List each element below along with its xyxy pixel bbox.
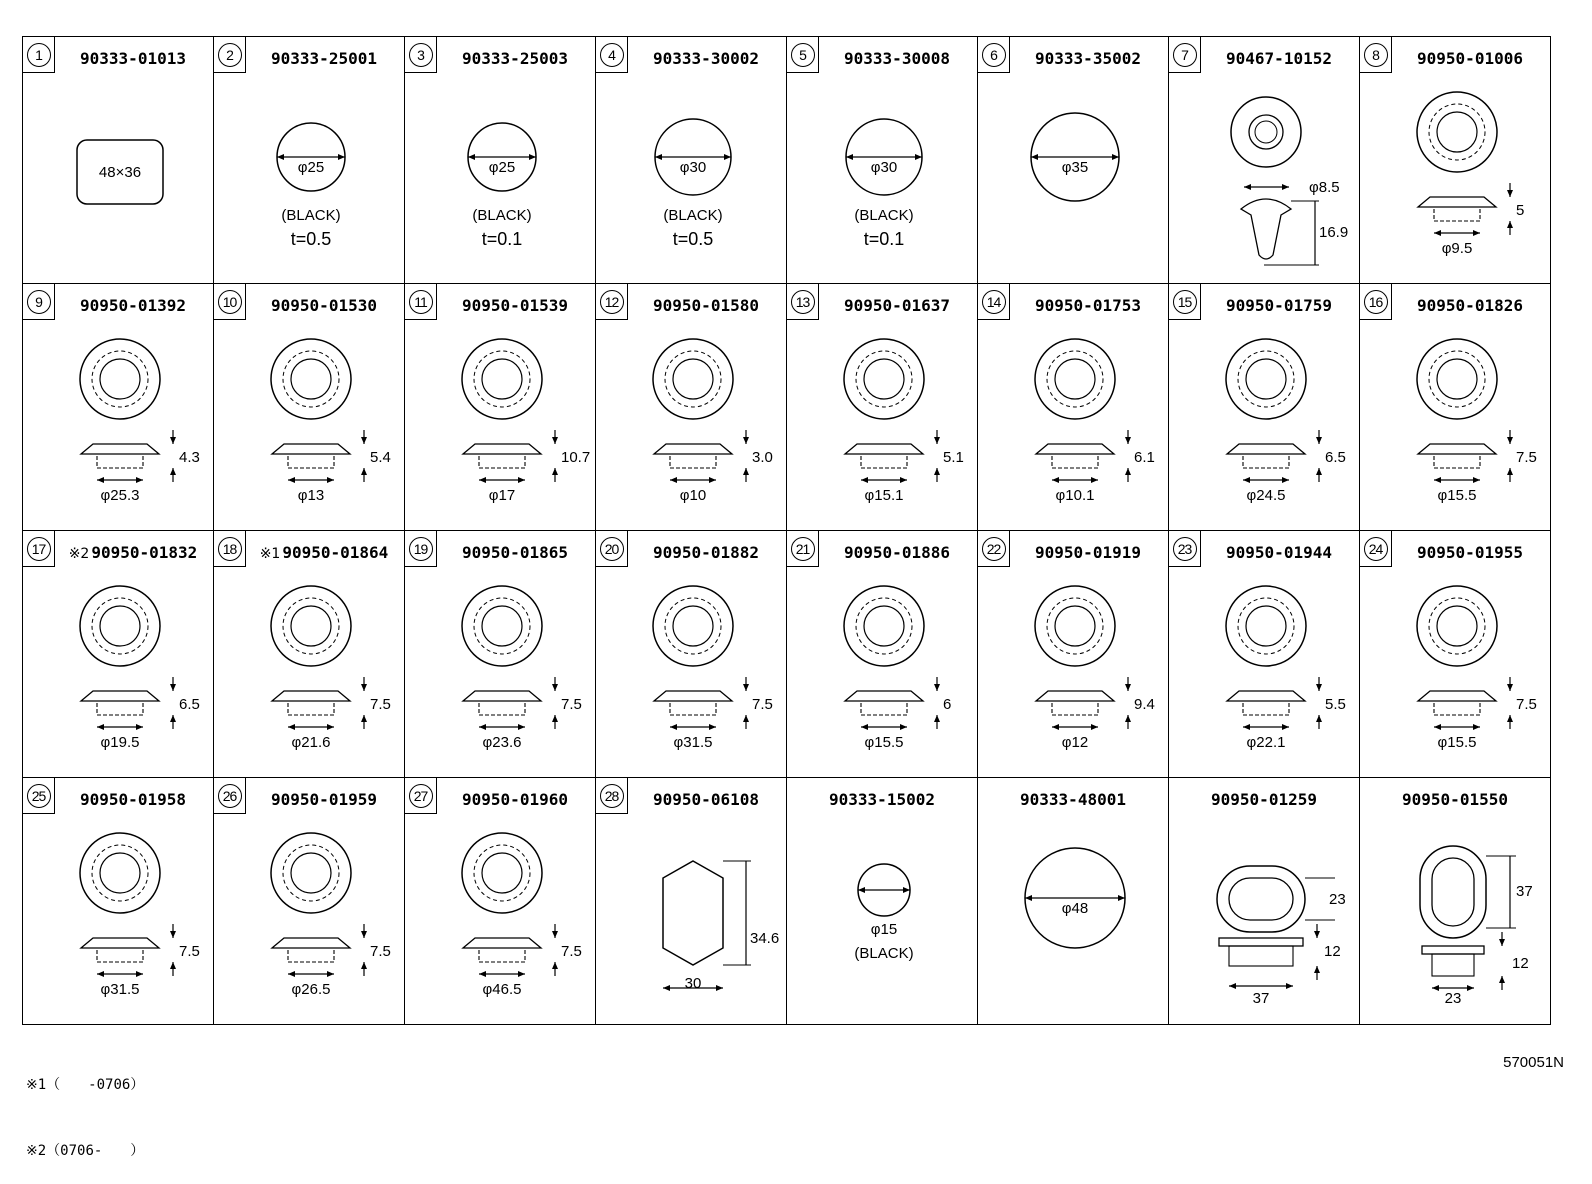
height-label: 7.5 [1516,696,1537,713]
part-number-text: 90950-01580 [653,296,759,315]
part-drawing-svg [596,284,786,531]
height-label: 9.4 [1134,696,1155,713]
part-drawing-svg [978,37,1168,284]
part-drawing [1169,778,1359,1025]
part-drawing [978,37,1168,284]
height-label: 7.5 [179,943,200,960]
part-number-text: 90950-01392 [80,296,186,315]
diameter-label: φ10.1 [1055,487,1095,504]
diameter-label: φ15 [870,921,898,938]
part-drawing [596,531,786,778]
ref-number: 17 [27,537,51,561]
part-cell [595,283,787,531]
color-label: (BLACK) [663,207,723,224]
dim-label-2: 12 [1324,943,1341,960]
part-number-text: 90950-01864 [282,543,389,562]
part-number-text: 90950-01865 [462,543,568,562]
diameter-label: φ22.1 [1246,734,1286,751]
diameter-label: φ12 [1061,734,1089,751]
part-drawing [1169,37,1359,284]
diagram-code: 570051N [1503,1054,1564,1071]
part-drawing [787,531,977,778]
part-cell [213,36,405,284]
thickness-label: t=0.5 [290,229,332,249]
part-drawing-svg [787,284,977,531]
part-drawing-svg [1169,37,1359,284]
thickness-label: t=0.5 [672,229,714,249]
part-drawing [214,531,404,778]
ref-number: 19 [409,537,433,561]
ref-number: 24 [1364,537,1388,561]
part-drawing-svg [405,778,595,1025]
part-number-text: 90950-01259 [1211,790,1317,809]
part-drawing-svg [596,778,786,1025]
part-drawing-svg [214,531,404,778]
part-cell [1359,283,1551,531]
diameter-label: φ10 [679,487,707,504]
part-drawing [23,284,213,531]
part-drawing [405,531,595,778]
part-cell [786,530,978,778]
part-drawing-svg [23,284,213,531]
part-cell [22,36,214,284]
ref-number: 26 [218,784,242,808]
height-label: 6.5 [179,696,200,713]
part-number-text: 90950-01832 [91,543,198,562]
footnote-2: ※2（0706- ） [26,1143,145,1159]
part-cell [977,36,1169,284]
part-drawing [214,284,404,531]
part-drawing-svg [978,778,1168,1025]
part-cell [22,530,214,778]
diameter-label: φ9.5 [1441,240,1473,257]
part-drawing-svg [214,778,404,1025]
part-number-text: 90950-01944 [1226,543,1332,562]
part-number-text: 90950-01826 [1417,296,1523,315]
ref-number: 16 [1364,290,1388,314]
part-drawing-svg [23,37,213,284]
part-number-text: 90950-01753 [1035,296,1141,315]
dim-label-2: 12 [1512,955,1529,972]
ref-number: 22 [982,537,1006,561]
part-drawing [596,284,786,531]
part-drawing-svg [1360,37,1550,284]
part-number-text: 90950-01550 [1402,790,1508,809]
part-cell [1168,777,1360,1025]
part-note: ※2 [68,546,90,562]
diameter-label: φ8.5 [1309,179,1340,196]
part-drawing [23,778,213,1025]
color-label: (BLACK) [472,207,532,224]
part-drawing-svg [23,531,213,778]
part-drawing-svg [787,531,977,778]
part-number-text: 90333-25001 [271,49,377,68]
height-label: 4.3 [179,449,200,466]
part-drawing [978,284,1168,531]
ref-number: 14 [982,290,1006,314]
part-drawing-svg [1169,284,1359,531]
part-cell [213,283,405,531]
height-label: 10.7 [561,449,591,466]
part-number-text: 90333-30008 [844,49,950,68]
height-label: 7.5 [752,696,773,713]
diameter-label: φ31.5 [673,734,713,751]
height-label: 3.0 [752,449,773,466]
part-drawing [23,37,213,284]
part-drawing [214,778,404,1025]
part-drawing-svg [787,37,977,284]
part-drawing-svg [405,284,595,531]
ref-number: 27 [409,784,433,808]
diameter-label: φ15.5 [864,734,904,751]
part-number-text: 90950-01959 [271,790,377,809]
part-drawing-svg [787,778,977,1025]
part-number-text: 90950-01539 [462,296,568,315]
part-drawing [978,531,1168,778]
part-number-text: 90333-25003 [462,49,568,68]
part-cell [213,777,405,1025]
ref-number: 21 [791,537,815,561]
diameter-label: φ31.5 [100,981,140,998]
height-label: 34.6 [750,930,780,947]
part-number-text: 90950-01882 [653,543,759,562]
diameter-label: φ25 [488,159,516,176]
diameter-label: φ17 [488,487,516,504]
height-label: 7.5 [561,943,582,960]
part-number-text: 90333-48001 [1020,790,1126,809]
part-cell [404,777,596,1025]
part-drawing-svg [596,531,786,778]
ref-number: 2 [218,43,242,67]
part-drawing [1360,37,1550,284]
part-number-text: 90950-01958 [80,790,186,809]
part-cell [786,777,978,1025]
ref-number: 12 [600,290,624,314]
part-drawing-svg [596,37,786,284]
part-cell [22,283,214,531]
ref-number: 15 [1173,290,1197,314]
part-cell [213,530,405,778]
diameter-label: φ13 [297,487,325,504]
part-drawing [596,37,786,284]
ref-number: 5 [791,43,815,67]
dim-label-1: 23 [1329,891,1346,908]
diameter-label: φ30 [870,159,898,176]
part-cell [1168,283,1360,531]
diameter-label: φ15.5 [1437,734,1477,751]
part-drawing [1360,531,1550,778]
part-drawing-svg [405,37,595,284]
height-label: 6.5 [1325,449,1346,466]
part-drawing [787,284,977,531]
part-cell [404,36,596,284]
diameter-label: φ35 [1061,159,1089,176]
size-label: 48×36 [98,164,142,181]
part-cell [977,530,1169,778]
part-drawing [23,531,213,778]
part-drawing-svg [405,531,595,778]
part-cell [404,283,596,531]
part-cell [977,283,1169,531]
diameter-label: φ24.5 [1246,487,1286,504]
height-label: 7.5 [561,696,582,713]
part-number-text: 90950-01955 [1417,543,1523,562]
height-label: 6.1 [1134,449,1155,466]
part-number-text: 90950-01530 [271,296,377,315]
footnote-1: ※1（ -0706） [26,1077,145,1093]
part-drawing [787,37,977,284]
height-label: 7.5 [370,943,391,960]
part-cell [1168,36,1360,284]
part-drawing-svg [214,284,404,531]
diameter-label: φ46.5 [482,981,522,998]
diameter-label: φ30 [679,159,707,176]
part-drawing-svg [214,37,404,284]
part-drawing [596,778,786,1025]
ref-number: 13 [791,290,815,314]
part-drawing [405,778,595,1025]
color-label: (BLACK) [281,207,341,224]
diameter-label: φ25.3 [100,487,140,504]
part-number-text: 90950-06108 [653,790,759,809]
part-drawing [1360,778,1550,1025]
part-drawing-svg [1360,284,1550,531]
part-number-text: 90950-01006 [1417,49,1523,68]
ref-number: 4 [600,43,624,67]
part-drawing [1169,531,1359,778]
diameter-label: φ25 [297,159,325,176]
part-drawing [405,37,595,284]
part-drawing-svg [23,778,213,1025]
diameter-label: φ15.1 [864,487,904,504]
ref-number: 28 [600,784,624,808]
part-cell [404,530,596,778]
width-label: 30 [684,975,702,992]
height-label: 5.5 [1325,696,1346,713]
part-drawing-svg [978,531,1168,778]
part-number-text: 90333-30002 [653,49,759,68]
part-drawing [1169,284,1359,531]
diameter-label: φ23.6 [482,734,522,751]
diameter-label: φ15.5 [1437,487,1477,504]
width-label: 37 [1252,990,1270,1007]
part-number-text: 90333-15002 [829,790,935,809]
part-cell [595,530,787,778]
ref-number: 1 [27,43,51,67]
part-number-text: 90950-01919 [1035,543,1141,562]
part-drawing [405,284,595,531]
ref-number: 18 [218,537,242,561]
parts-grid [22,36,1550,1024]
part-drawing-svg [1169,531,1359,778]
ref-number: 7 [1173,43,1197,67]
part-drawing-svg [1360,778,1550,1025]
part-cell [595,36,787,284]
footnotes [26,1030,144,1184]
part-number-text: 90467-10152 [1226,49,1332,68]
width-label: 23 [1444,990,1462,1007]
part-number-text: 90950-01759 [1226,296,1332,315]
part-number-text: 90333-35002 [1035,49,1141,68]
height-label: 5.4 [370,449,391,466]
height-label: 7.5 [1516,449,1537,466]
part-drawing-svg [1360,531,1550,778]
diameter-label: φ21.6 [291,734,331,751]
part-note: ※1 [259,546,281,562]
ref-number: 9 [27,290,51,314]
ref-number: 23 [1173,537,1197,561]
color-label: (BLACK) [854,945,914,962]
diameter-label: φ48 [1061,900,1089,917]
color-label: (BLACK) [854,207,914,224]
height-label: 6 [943,696,952,713]
part-number-text: 90950-01886 [844,543,950,562]
part-drawing-svg [1169,778,1359,1025]
part-drawing-svg [978,284,1168,531]
thickness-label: t=0.1 [481,229,523,249]
height-label: 5.1 [943,449,964,466]
part-cell [1359,530,1551,778]
part-drawing [1360,284,1550,531]
part-drawing [214,37,404,284]
ref-number: 11 [409,290,433,314]
part-cell [595,777,787,1025]
part-drawing [787,778,977,1025]
part-cell [22,777,214,1025]
ref-number: 10 [218,290,242,314]
ref-number: 20 [600,537,624,561]
part-cell [1359,777,1551,1025]
thickness-label: t=0.1 [863,229,905,249]
part-number-text: 90950-01637 [844,296,950,315]
ref-number: 6 [982,43,1006,67]
part-cell [1359,36,1551,284]
part-number-text: 90333-01013 [80,49,186,68]
height-label: 5 [1516,202,1525,219]
part-cell [1168,530,1360,778]
ref-number: 3 [409,43,433,67]
part-number-text: 90950-01960 [462,790,568,809]
part-cell [786,283,978,531]
ref-number: 25 [27,784,51,808]
part-drawing [978,778,1168,1025]
ref-number: 8 [1364,43,1388,67]
part-cell [786,36,978,284]
diameter-label: φ19.5 [100,734,140,751]
dim-label-1: 37 [1516,883,1533,900]
height-label: 16.9 [1319,224,1349,241]
part-cell [977,777,1169,1025]
height-label: 7.5 [370,696,391,713]
diameter-label: φ26.5 [291,981,331,998]
